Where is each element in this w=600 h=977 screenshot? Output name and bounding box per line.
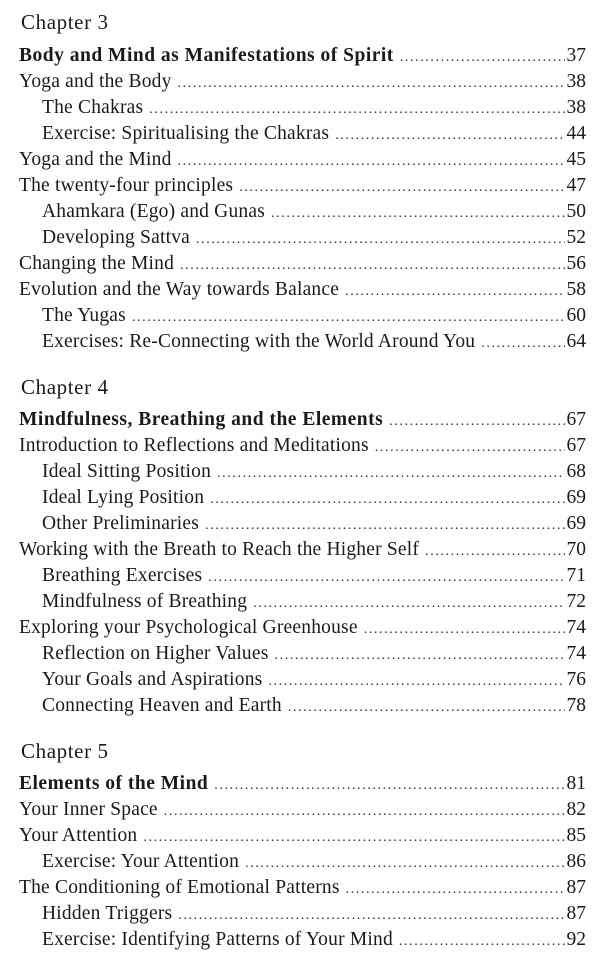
entry-title: Reflection on Higher Values	[42, 643, 269, 664]
page-number: 67	[566, 409, 586, 430]
page-number: 72	[566, 591, 586, 612]
page-number: 68	[566, 461, 586, 482]
toc-entry[interactable]	[19, 875, 586, 901]
dot-leader	[205, 513, 564, 539]
toc-entry[interactable]	[42, 693, 586, 719]
page-number: 81	[566, 773, 586, 794]
page-number: 37	[566, 45, 586, 66]
toc-entry[interactable]	[42, 667, 586, 693]
dot-leader	[239, 175, 564, 201]
dot-leader	[253, 591, 564, 617]
dot-leader	[268, 669, 564, 695]
entry-title: The Yugas	[42, 305, 126, 326]
dot-leader	[389, 409, 564, 435]
dot-leader	[132, 305, 565, 331]
toc-entry[interactable]	[19, 147, 586, 173]
toc-entry[interactable]	[19, 797, 586, 823]
toc-entry[interactable]	[42, 225, 586, 251]
entry-title: The twenty-four principles	[19, 175, 234, 196]
dot-leader	[375, 435, 565, 461]
toc-entry[interactable]	[19, 537, 586, 563]
entry-title: Yoga and the Mind	[19, 149, 172, 170]
toc-entry[interactable]	[42, 329, 586, 355]
dot-leader	[425, 539, 564, 565]
dot-leader	[180, 253, 564, 279]
entry-title: Exercise: Your Attention	[42, 851, 240, 872]
toc-entry[interactable]	[42, 485, 586, 511]
page-number: 47	[566, 175, 586, 196]
page-number: 70	[566, 539, 586, 560]
page-number: 38	[566, 71, 586, 92]
entry-title: Mindfulness of Breathing	[42, 591, 248, 612]
toc-entry[interactable]	[42, 199, 586, 225]
entry-title: Changing the Mind	[19, 253, 175, 274]
dot-leader	[335, 123, 564, 149]
toc-entry[interactable]	[42, 459, 586, 485]
page-number: 92	[566, 929, 586, 950]
page-number: 87	[566, 877, 586, 898]
dot-leader	[271, 201, 564, 227]
page-number: 58	[566, 279, 586, 300]
toc-entry[interactable]	[19, 277, 586, 303]
page-number: 38	[566, 97, 586, 118]
toc-entry[interactable]	[42, 901, 586, 927]
entry-title: Working with the Breath to Reach the Higher Self	[19, 539, 420, 560]
toc-entry[interactable]	[19, 433, 586, 459]
page-number: 87	[566, 903, 586, 924]
toc-entry[interactable]	[19, 251, 586, 277]
dot-leader	[275, 643, 565, 669]
entry-title: Breathing Exercises	[42, 565, 203, 586]
page-number: 71	[566, 565, 586, 586]
entry-title: Ahamkara (Ego) and Gunas	[42, 201, 266, 222]
entry-title: Ideal Lying Position	[42, 487, 205, 508]
entry-title: Other Preliminaries	[42, 513, 200, 534]
page-number: 86	[566, 851, 586, 872]
page-number: 69	[566, 513, 586, 534]
entry-title: Yoga and the Body	[19, 71, 172, 92]
entry-title: Your Goals and Aspirations	[42, 669, 263, 690]
toc-entry[interactable]	[42, 589, 586, 615]
toc-entry[interactable]	[42, 121, 586, 147]
chapter-heading: Chapter 4	[21, 375, 109, 399]
chapter-heading: Chapter 5	[21, 739, 109, 763]
page-number: 82	[566, 799, 586, 820]
page-number: 85	[566, 825, 586, 846]
dot-leader	[288, 695, 565, 721]
toc-entry[interactable]	[42, 511, 586, 537]
toc-entry[interactable]	[42, 95, 586, 121]
entry-title: Exploring your Psychological Greenhouse	[19, 617, 358, 638]
entry-title: Exercises: Re-Connecting with the World Around You	[42, 331, 476, 352]
page-number: 69	[566, 487, 586, 508]
toc-entry[interactable]	[19, 823, 586, 849]
entry-title: Your Inner Space	[19, 799, 158, 820]
toc-entry[interactable]	[19, 407, 586, 433]
entry-title: Connecting Heaven and Earth	[42, 695, 282, 716]
dot-leader	[210, 487, 564, 513]
entry-title: Exercise: Identifying Patterns of Your Mind	[42, 929, 393, 950]
toc-entry[interactable]	[42, 303, 586, 329]
dot-leader	[149, 97, 564, 123]
dot-leader	[178, 149, 565, 175]
entry-title: Introduction to Reflections and Meditations	[19, 435, 369, 456]
dot-leader	[164, 799, 565, 825]
entry-title: Hidden Triggers	[42, 903, 173, 924]
dot-leader	[346, 877, 565, 903]
page-number: 60	[566, 305, 586, 326]
page-number: 56	[566, 253, 586, 274]
toc-entry[interactable]	[42, 563, 586, 589]
page-number: 52	[566, 227, 586, 248]
page-number: 44	[566, 123, 586, 144]
dot-leader	[345, 279, 564, 305]
page-number: 74	[566, 617, 586, 638]
entry-title: The Conditioning of Emotional Patterns	[19, 877, 340, 898]
dot-leader	[245, 851, 564, 877]
toc-entry[interactable]	[19, 615, 586, 641]
entry-title: Evolution and the Way towards Balance	[19, 279, 340, 300]
page-number: 45	[566, 149, 586, 170]
dot-leader	[481, 331, 564, 357]
entry-title: Ideal Sitting Position	[42, 461, 212, 482]
dot-leader	[399, 929, 565, 955]
entry-title: Developing Sattva	[42, 227, 190, 248]
entry-title: Elements of the Mind	[19, 773, 209, 794]
toc-entry[interactable]	[19, 69, 586, 95]
toc-entry[interactable]	[19, 43, 586, 69]
entry-title: Exercise: Spiritualising the Chakras	[42, 123, 330, 144]
entry-title: Mindfulness, Breathing and the Elements	[19, 409, 384, 430]
entry-title: Body and Mind as Manifestations of Spirit	[19, 45, 394, 66]
toc-entry[interactable]	[42, 849, 586, 875]
entry-title: Your Attention	[19, 825, 138, 846]
dot-leader	[178, 71, 565, 97]
dot-leader	[400, 45, 565, 71]
toc-entry[interactable]	[42, 641, 586, 667]
toc-entry[interactable]	[42, 927, 586, 953]
page-number: 76	[566, 669, 586, 690]
page-number: 78	[566, 695, 586, 716]
dot-leader	[217, 461, 564, 487]
dot-leader	[143, 825, 564, 851]
toc-entry[interactable]	[19, 771, 586, 797]
page-number: 67	[566, 435, 586, 456]
dot-leader	[196, 227, 565, 253]
page-number: 50	[566, 201, 586, 222]
page-number: 74	[566, 643, 586, 664]
page-number: 64	[566, 331, 586, 352]
dot-leader	[214, 773, 564, 799]
dot-leader	[364, 617, 565, 643]
dot-leader	[178, 903, 564, 929]
toc-entry[interactable]	[19, 173, 586, 199]
entry-title: The Chakras	[42, 97, 144, 118]
chapter-heading: Chapter 3	[21, 10, 109, 34]
dot-leader	[208, 565, 564, 591]
